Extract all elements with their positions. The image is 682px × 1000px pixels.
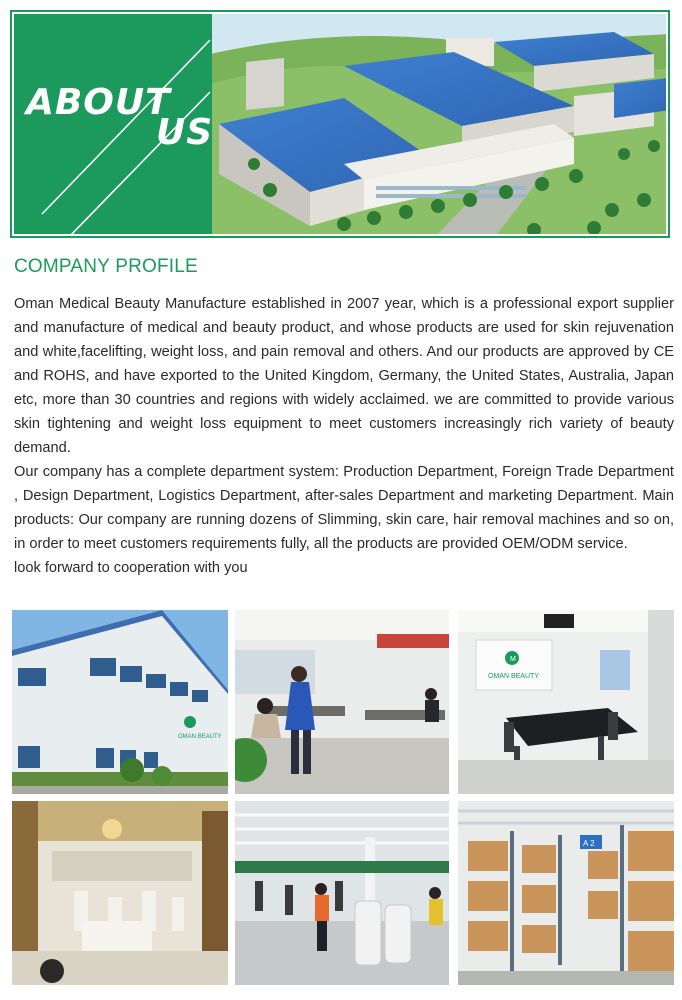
warehouse-sign-text: A 2 <box>583 839 595 848</box>
profile-text <box>14 292 674 580</box>
profile-closing-line: look forward to cooperation with you <box>14 560 248 576</box>
banner-heading-us: US <box>156 112 214 153</box>
about-us-banner <box>10 10 670 238</box>
photo-building-exterior <box>12 610 228 794</box>
photo-meeting-room <box>458 610 674 794</box>
photo-showroom <box>12 801 228 985</box>
building-sign-text: OMAN BEAUTY <box>178 734 222 740</box>
photo-warehouse <box>458 801 674 985</box>
profile-paragraph: Oman Medical Beauty Manufacture established in 2007 year, which is a professional export supplier and manufacture of medical and beauty product, and whose products are used for skin rejuvenation and white,facelifting, weight loss, and pain removal and others. And our products are approved by CE and ROHS, and have exported to the United Kingdom, Germany, the United States, Australia, Japan etc, more than 30 countries and regions with widely acclaimed. we are committed to provide various skin tightening and weight loss equipment to meet customers increasingly rich variety of beauty demand. <box>14 296 674 456</box>
office-logo-mark: M <box>510 656 516 663</box>
office-sign-text: OMAN BEAUTY <box>488 673 539 680</box>
photo-production-line <box>235 801 449 985</box>
photo-office-workers <box>235 610 449 794</box>
section-title: COMPANY PROFILE <box>14 256 198 277</box>
factory-aerial-image <box>14 14 666 234</box>
banner-heading-about: ABOUT <box>26 82 171 123</box>
profile-paragraph: Our company has a complete department system: Production Department, Foreign Trade Department , Design Department, Logistics Department, after-sales Department and marketing Department. Main products: Our company are running dozens of Slimming, skin care, hair removal machines and so on, in order to meet customers requirements fully, all the products are provided OEM/ODM service. <box>14 464 674 552</box>
